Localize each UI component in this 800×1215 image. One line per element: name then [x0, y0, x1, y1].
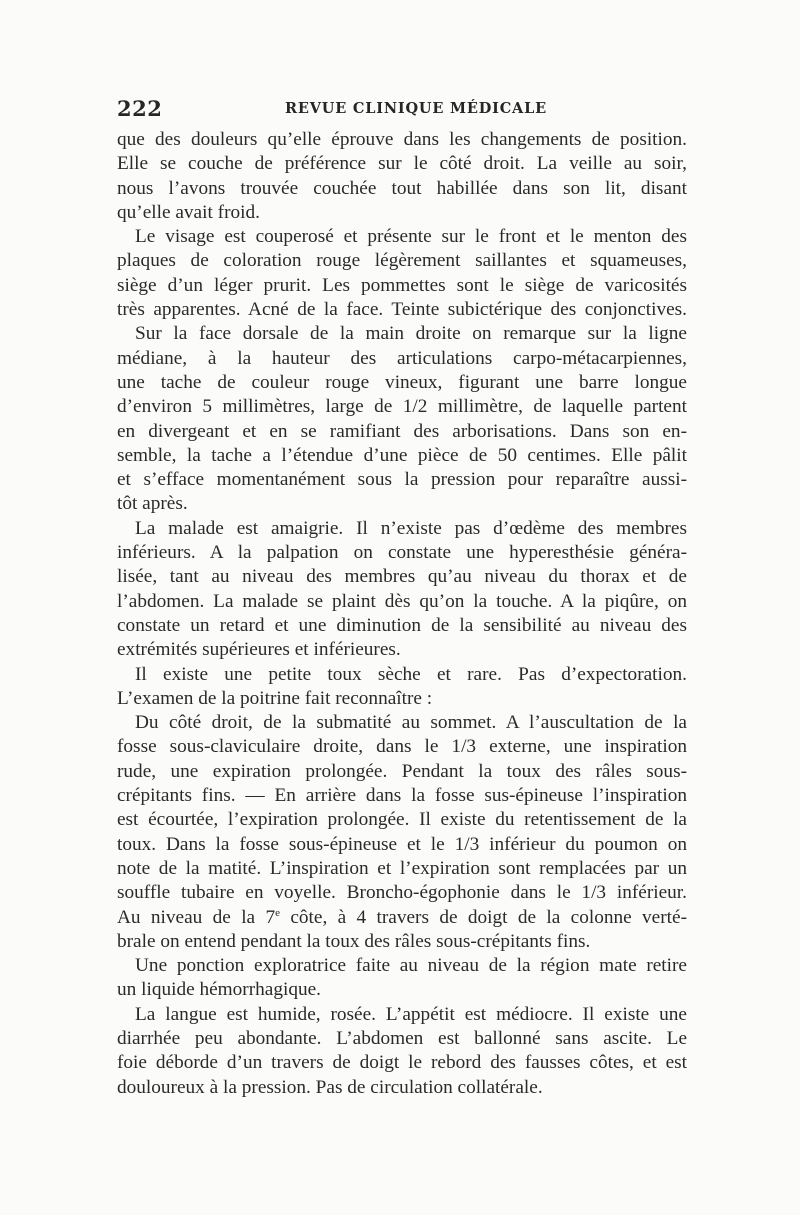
text-line: Du côté droit, de la submatité au sommet. A l’auscultation de la	[135, 712, 687, 734]
text-line: Le visage est couperosé et présente sur le front et le menton des	[135, 226, 687, 248]
text-line: Une ponction exploratrice faite au niveau de la région mate retire	[135, 955, 687, 977]
text-line: note de la matité. L’inspiration et l’expiration sont remplacées par un	[117, 857, 687, 879]
text-line: Elle se couche de préférence sur le côté droit. La veille au soir,	[117, 153, 687, 175]
text-line: que des douleurs qu’elle éprouve dans les changements de position.	[117, 129, 687, 150]
text-line: crépitants fins. — En arrière dans la fosse sus-épineuse l’inspiration	[117, 785, 687, 807]
text-line: Il existe une petite toux sèche et rare. Pas d’expectoration.	[135, 663, 687, 685]
text-line: La langue est humide, rosée. L’appétit est médiocre. Il existe une	[135, 1003, 687, 1025]
text-line: extrémités supérieures et inférieures.	[117, 639, 401, 661]
text-line: brale on entend pendant la toux des râles sous-crépitants fins.	[117, 930, 591, 952]
text-line: fosse sous-claviculaire droite, dans le 1/3 externe, une inspiration	[117, 736, 687, 758]
text-line: diarrhée peu abondante. L’abdomen est ballonné sans ascite. Le	[117, 1027, 687, 1049]
text-line	[117, 906, 687, 930]
text-line: L’examen de la poitrine fait reconnaître :	[117, 687, 433, 709]
text-line: très apparentes. Acné de la face. Teinte subictérique des conjonctives.	[117, 299, 687, 321]
text-fragment: Au niveau de la 7	[117, 906, 276, 928]
text-line: foie déborde d’un travers de doigt le rebord des fausses côtes, et est	[117, 1052, 687, 1074]
text-line: en divergeant et en se ramifiant des arborisations. Dans son en-	[117, 420, 687, 442]
text-line: semble, la tache a l’étendue d’une pièce de 50 centimes. Elle pâlit	[117, 444, 687, 466]
text-line: constate un retard et une diminution de la sensibilité au niveau des	[117, 614, 687, 636]
text-line: inférieurs. A la palpation on constate une hyperesthésie généra-	[117, 542, 687, 564]
text-line: rude, une expiration prolongée. Pendant la toux des râles sous-	[117, 760, 687, 782]
page-number: 222	[117, 96, 163, 121]
text-line: lisée, tant au niveau des membres qu’au niveau du thorax et de	[117, 566, 687, 588]
text-line: d’environ 5 millimètres, large de 1/2 millimètre, de laquelle partent	[117, 396, 687, 418]
text-line: et s’efface momentanément sous la pression pour reparaître aussi-	[117, 469, 687, 491]
text-line: une tache de couleur rouge vineux, figurant une barre longue	[117, 371, 687, 393]
text-line: tôt après.	[117, 493, 188, 515]
text-line: siège d’un léger prurit. Les pommettes sont le siège de varicosités	[117, 274, 687, 296]
text-line: est écourtée, l’expiration prolongée. Il existe du retentissement de la	[117, 809, 687, 831]
text-line: Sur la face dorsale de la main droite on remarque sur la ligne	[135, 323, 687, 345]
text-line: un liquide hémorrhagique.	[117, 979, 322, 1001]
text-line: nous l’avons trouvée couchée tout habillée dans son lit, disant	[117, 177, 687, 199]
text-line: toux. Dans la fosse sous-épineuse et le 1/3 inférieur du poumon on	[117, 833, 687, 855]
text-line: La malade est amaigrie. Il n’existe pas d’œdème des membres	[135, 517, 687, 539]
body-text	[117, 128, 687, 1100]
running-title: REVUE CLINIQUE MÉDICALE	[285, 100, 547, 117]
text-line: plaques de coloration rouge légèrement saillantes et squameuses,	[117, 250, 687, 272]
superscript: e	[275, 906, 280, 919]
text-line: l’abdomen. La malade se plaint dès qu’on la touche. A la piqûre, on	[117, 590, 687, 612]
text-line: médiane, à la hauteur des articulations carpo-métacarpiennes,	[117, 347, 687, 369]
page-header	[117, 96, 687, 124]
text-fragment: côte, à 4 travers de doigt de la colonne verté-	[280, 906, 687, 928]
text-line: douloureux à la pression. Pas de circulation collatérale.	[117, 1076, 543, 1098]
text-line: souffle tubaire en voyelle. Broncho-égophonie dans le 1/3 inférieur.	[117, 882, 687, 904]
text-line: qu’elle avait froid.	[117, 201, 260, 223]
